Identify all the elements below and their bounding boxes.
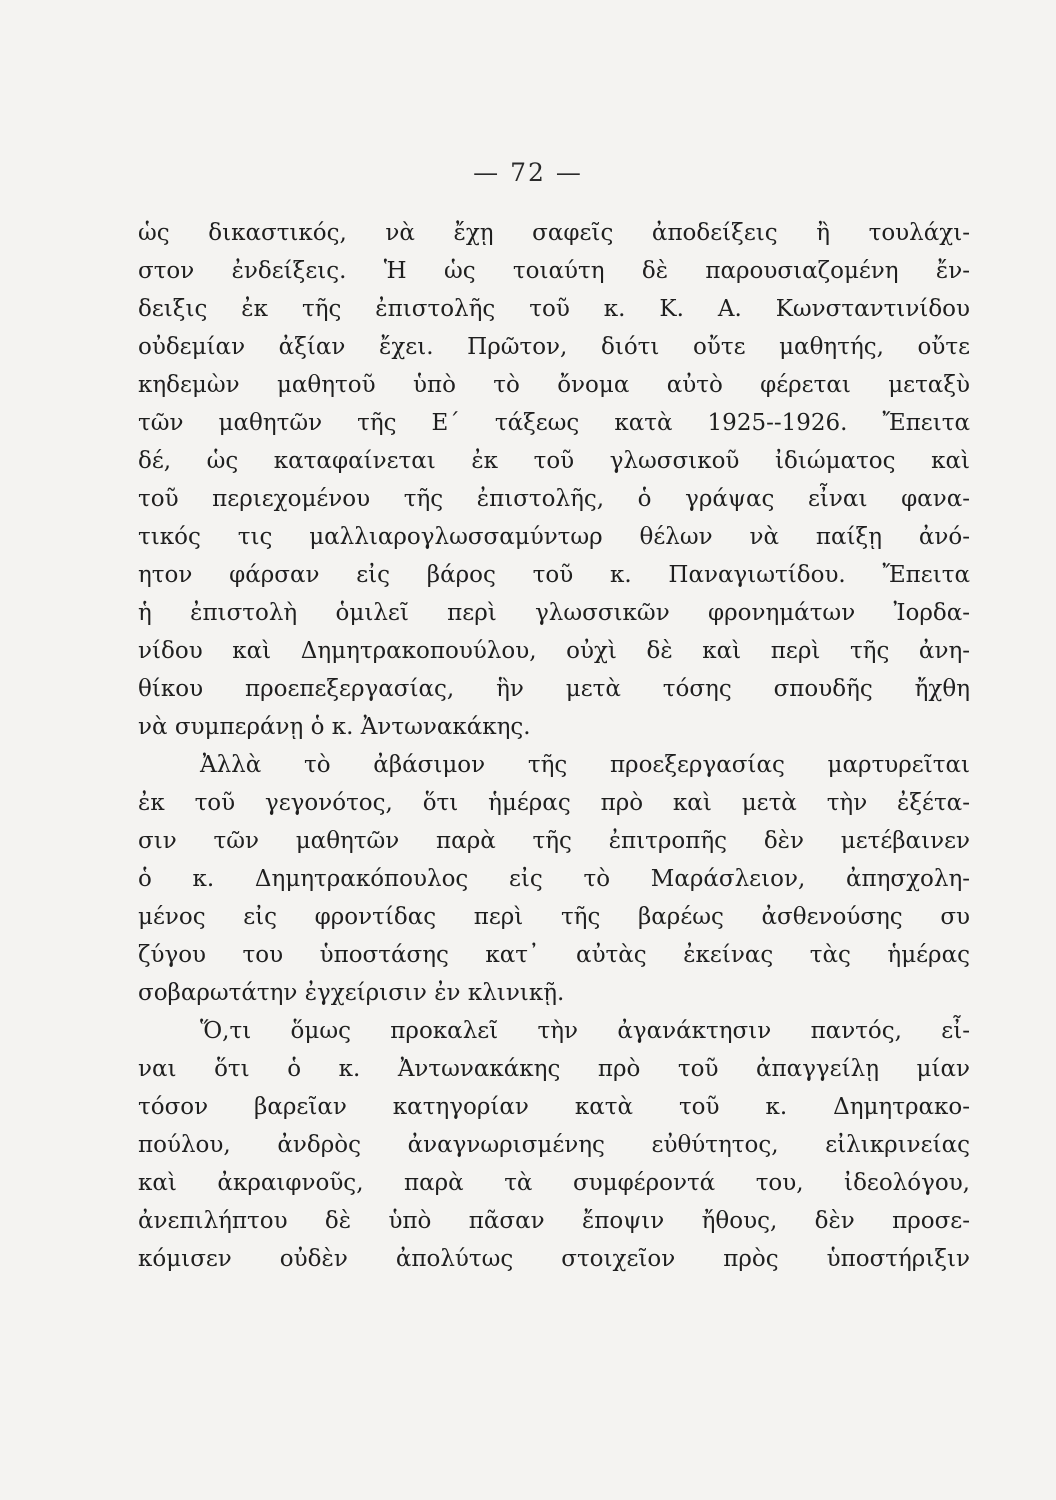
text-line: μένος εἰς φροντίδας περὶ τῆς βαρέως ἀσθενούσης συ bbox=[138, 904, 970, 930]
text-line: ἡ ἐπιστολὴ ὁμιλεῖ περὶ γλωσσικῶν φρονημάτων Ἰορδα- bbox=[138, 600, 970, 626]
text-line: καὶ ἀκραιφνοῦς, παρὰ τὰ συμφέροντά του, ἰδεολόγου, bbox=[138, 1170, 970, 1196]
text-line: κηδεμὼν μαθητοῦ ὑπὸ τὸ ὄνομα αὐτὸ φέρεται μεταξὺ bbox=[138, 372, 970, 398]
text-line: ναι ὅτι ὁ κ. Ἀντωνακάκης πρὸ τοῦ ἀπαγγείλῃ μίαν bbox=[138, 1056, 970, 1082]
text-line: θίκου προεπεξεργασίας, ἣν μετὰ τόσης σπουδῆς ἤχθη bbox=[138, 676, 970, 702]
text-line: νίδου καὶ Δημητρακοπουύλου, οὐχὶ δὲ καὶ περὶ τῆς ἀνη- bbox=[138, 638, 970, 664]
text-line: ὡς δικαστικός, νὰ ἔχῃ σαφεῖς ἀποδείξεις ἢ τουλάχι- bbox=[138, 220, 970, 246]
text-line: Ὅ,τι ὅμως προκαλεῖ τὴν ἀγανάκτησιν παντός, εἶ- bbox=[200, 1018, 970, 1044]
page-number: — 72 — bbox=[473, 158, 583, 187]
text-line: τικός τις μαλλιαρογλωσσαμύντωρ θέλων νὰ παίξῃ ἀνό- bbox=[138, 524, 970, 550]
text-line: ζύγου του ὑποστάσης κατ᾽ αὐτὰς ἐκείνας τὰς ἡμέρας bbox=[138, 942, 970, 968]
text-line: δέ, ὡς καταφαίνεται ἐκ τοῦ γλωσσικοῦ ἰδιώματος καὶ bbox=[138, 448, 970, 474]
text-line: σιν τῶν μαθητῶν παρὰ τῆς ἐπιτροπῆς δὲν μετέβαινεν bbox=[138, 828, 970, 854]
text-line: ἀνεπιλήπτου δὲ ὑπὸ πᾶσαν ἔποψιν ἤθους, δὲν προσε- bbox=[138, 1208, 970, 1234]
text-line: νὰ συμπεράνῃ ὁ κ. Ἀντωνακάκης. bbox=[138, 714, 531, 740]
text-line: ητον φάρσαν εἰς βάρος τοῦ κ. Παναγιωτίδου. Ἔπειτα bbox=[138, 562, 970, 588]
text-line: ἐκ τοῦ γεγονότος, ὅτι ἡμέρας πρὸ καὶ μετὰ τὴν ἐξέτα- bbox=[138, 790, 970, 816]
text-line: στον ἐνδείξεις. Ἡ ὡς τοιαύτη δὲ παρουσιαζομένη ἔν- bbox=[138, 258, 970, 284]
text-line: τῶν μαθητῶν τῆς Ε΄ τάξεως κατὰ 1925--1926. Ἔπειτα bbox=[138, 410, 970, 436]
text-line: Ἀλλὰ τὸ ἀβάσιμον τῆς προεξεργασίας μαρτυρεῖται bbox=[200, 752, 970, 778]
body-text bbox=[138, 214, 970, 1278]
text-line: πούλου, ἀνδρὸς ἀναγνωρισμένης εὐθύτητος, εἰλικρινείας bbox=[138, 1132, 970, 1158]
text-line: ὁ κ. Δημητρακόπουλος εἰς τὸ Μαράσλειον, ἀπησχολη- bbox=[138, 866, 970, 892]
text-line: δειξις ἐκ τῆς ἐπιστολῆς τοῦ κ. Κ. Α. Κωνσταντινίδου bbox=[138, 296, 970, 322]
text-line: κόμισεν οὐδὲν ἀπολύτως στοιχεῖον πρὸς ὑποστήριξιν bbox=[138, 1246, 970, 1272]
text-line: οὐδεμίαν ἀξίαν ἔχει. Πρῶτον, διότι οὔτε μαθητής, οὔτε bbox=[138, 334, 970, 360]
text-line: τοῦ περιεχομένου τῆς ἐπιστολῆς, ὁ γράψας εἶναι φανα- bbox=[138, 486, 970, 512]
text-line: τόσον βαρεῖαν κατηγορίαν κατὰ τοῦ κ. Δημητρακο- bbox=[138, 1094, 970, 1120]
text-line: σοβαρωτάτην ἐγχείρισιν ἐν κλινικῇ. bbox=[138, 980, 565, 1006]
